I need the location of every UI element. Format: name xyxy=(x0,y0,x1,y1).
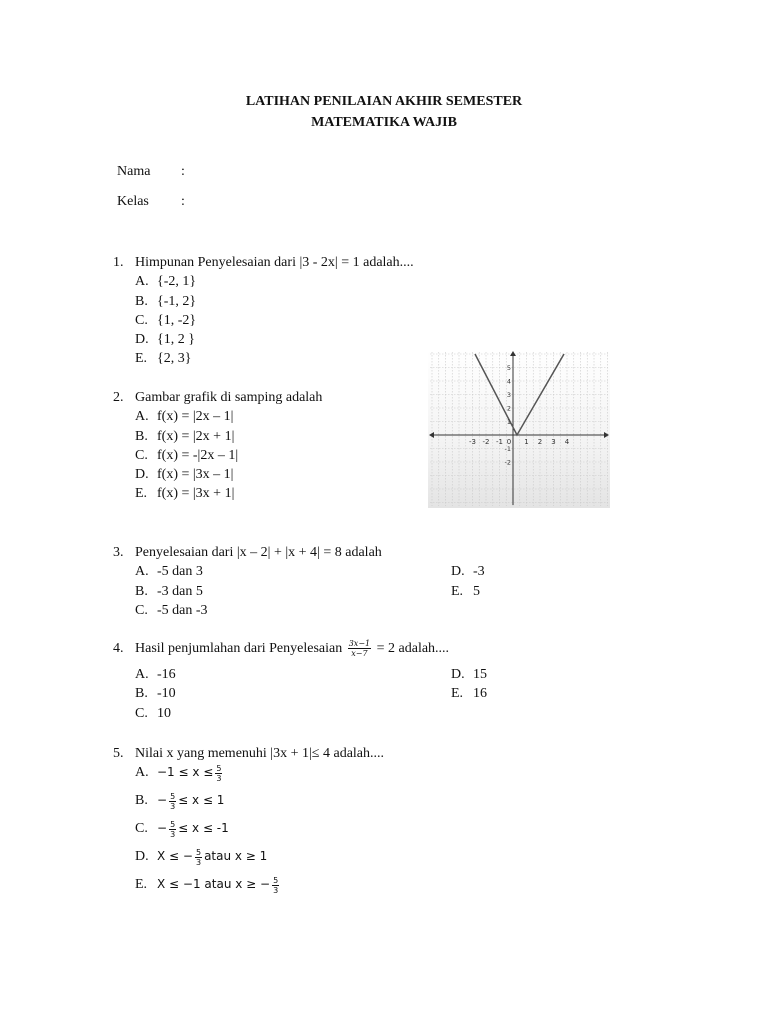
document-subtitle: MATEMATIKA WAJIB xyxy=(311,115,457,130)
x-tick-label: -3 xyxy=(469,438,476,446)
x-tick-label: 1 xyxy=(524,438,529,446)
x-tick-label: 3 xyxy=(551,438,556,446)
option-d[interactable]: D. X ≤ − $\frac{5}{3}$ atau x ≥ 1 xyxy=(135,847,268,867)
fraction: $\frac{5}{3}$ xyxy=(195,847,202,867)
option-d[interactable]: D. f(x) = |3x – 1| xyxy=(135,467,234,483)
fraction: $\frac{3x-1}{x-7}$ xyxy=(348,639,371,659)
graph-background xyxy=(428,350,610,508)
option-a[interactable]: A. f(x) = |2x – 1| xyxy=(135,409,234,425)
document-title: LATIHAN PENILAIAN AKHIR SEMESTER xyxy=(245,94,523,109)
x-tick-label: 4 xyxy=(564,438,570,446)
question-number: 4. xyxy=(113,641,124,656)
y-tick-label: 2 xyxy=(506,404,511,413)
option-e[interactable]: E. {2, 3} xyxy=(135,351,192,367)
question-number: 2. xyxy=(113,390,124,405)
option-b[interactable]: B. {-1, 2} xyxy=(135,293,197,309)
y-tick-label: 3 xyxy=(506,391,511,399)
question-stem: Gambar grafik di samping adalah xyxy=(135,390,323,405)
x-tick-label: -1 xyxy=(496,438,503,446)
question-4 xyxy=(113,639,673,723)
question-number: 1. xyxy=(113,255,124,270)
option-d[interactable]: D. -3 xyxy=(451,564,485,580)
option-a[interactable]: A. -16 xyxy=(135,667,176,682)
option-d[interactable]: D. 15 xyxy=(451,667,487,682)
question-5 xyxy=(113,744,673,903)
class-colon: : xyxy=(181,194,185,209)
x-tick-label: 2 xyxy=(537,438,543,446)
fraction: $\frac{5}{3}$ xyxy=(170,819,176,839)
option-c[interactable]: C. {1, -2} xyxy=(135,312,197,328)
option-a[interactable]: A. -5 dan 3 xyxy=(135,564,203,580)
y-tick-label: -2 xyxy=(504,458,511,467)
option-e[interactable]: E. f(x) = |3x + 1| xyxy=(135,486,235,502)
option-b[interactable]: B. -10 xyxy=(135,686,176,702)
option-e[interactable]: E. X ≤ −1 atau x ≥ − $\frac{5}{3}$ xyxy=(135,875,279,895)
question-3 xyxy=(113,543,673,620)
x-tick-label: -2 xyxy=(482,438,490,446)
question-number: 5. xyxy=(113,746,124,761)
question-stem: Penyelesaian dari |x – 2| + |x + 4| = 8 adalah xyxy=(135,545,382,560)
y-tick-label: 5 xyxy=(506,364,511,372)
option-b[interactable]: B. -3 dan 5 xyxy=(135,583,203,599)
question-stem: Himpunan Penyelesaian dari |3 - 2x| = 1 adalah.... xyxy=(135,255,414,270)
name-label: Nama xyxy=(117,164,151,179)
y-tick-label: 4 xyxy=(506,377,511,386)
absolute-value-graph xyxy=(428,350,610,508)
question-number: 3. xyxy=(113,545,124,560)
option-c[interactable]: C. 10 xyxy=(135,705,171,721)
option-c[interactable]: C. f(x) = -|2x – 1| xyxy=(135,447,239,463)
fraction: $\frac{5}{3}$ xyxy=(216,763,222,783)
option-c[interactable]: C. − $\frac{5}{3}$ ≤ x ≤ -1 xyxy=(135,819,229,839)
question-stem-end: = 2 adalah.... xyxy=(376,641,450,656)
option-c[interactable]: C. -5 dan -3 xyxy=(135,602,208,618)
y-tick-label: 1 xyxy=(506,418,511,426)
x-tick-label: 0 xyxy=(506,438,512,446)
option-b[interactable]: B. f(x) = |2x + 1| xyxy=(135,428,235,444)
option-a[interactable]: A. {-2, 1} xyxy=(135,274,197,290)
name-colon: : xyxy=(181,164,185,179)
question-2 xyxy=(113,388,423,504)
option-d[interactable]: D. {1, 2 } xyxy=(135,332,195,348)
option-e[interactable]: E. 5 xyxy=(451,583,480,599)
class-label: Kelas xyxy=(117,194,149,209)
question-stem: Hasil penjumlahan dari Penyelesaian xyxy=(135,641,343,656)
fraction: $\frac{5}{3}$ xyxy=(170,791,176,811)
question-stem: Nilai x yang memenuhi |3x + 1|≤ 4 adalah.... xyxy=(135,746,385,761)
option-b[interactable]: B. − $\frac{5}{3}$ ≤ x ≤ 1 xyxy=(135,791,225,811)
option-e[interactable]: E. 16 xyxy=(451,686,487,702)
y-tick-label: -1 xyxy=(504,445,511,453)
option-a[interactable]: A. −1 ≤ x ≤ $\frac{5}{3}$ xyxy=(135,763,222,783)
class-field xyxy=(117,194,185,210)
fraction: $\frac{5}{3}$ xyxy=(273,875,279,895)
name-field xyxy=(117,164,185,180)
